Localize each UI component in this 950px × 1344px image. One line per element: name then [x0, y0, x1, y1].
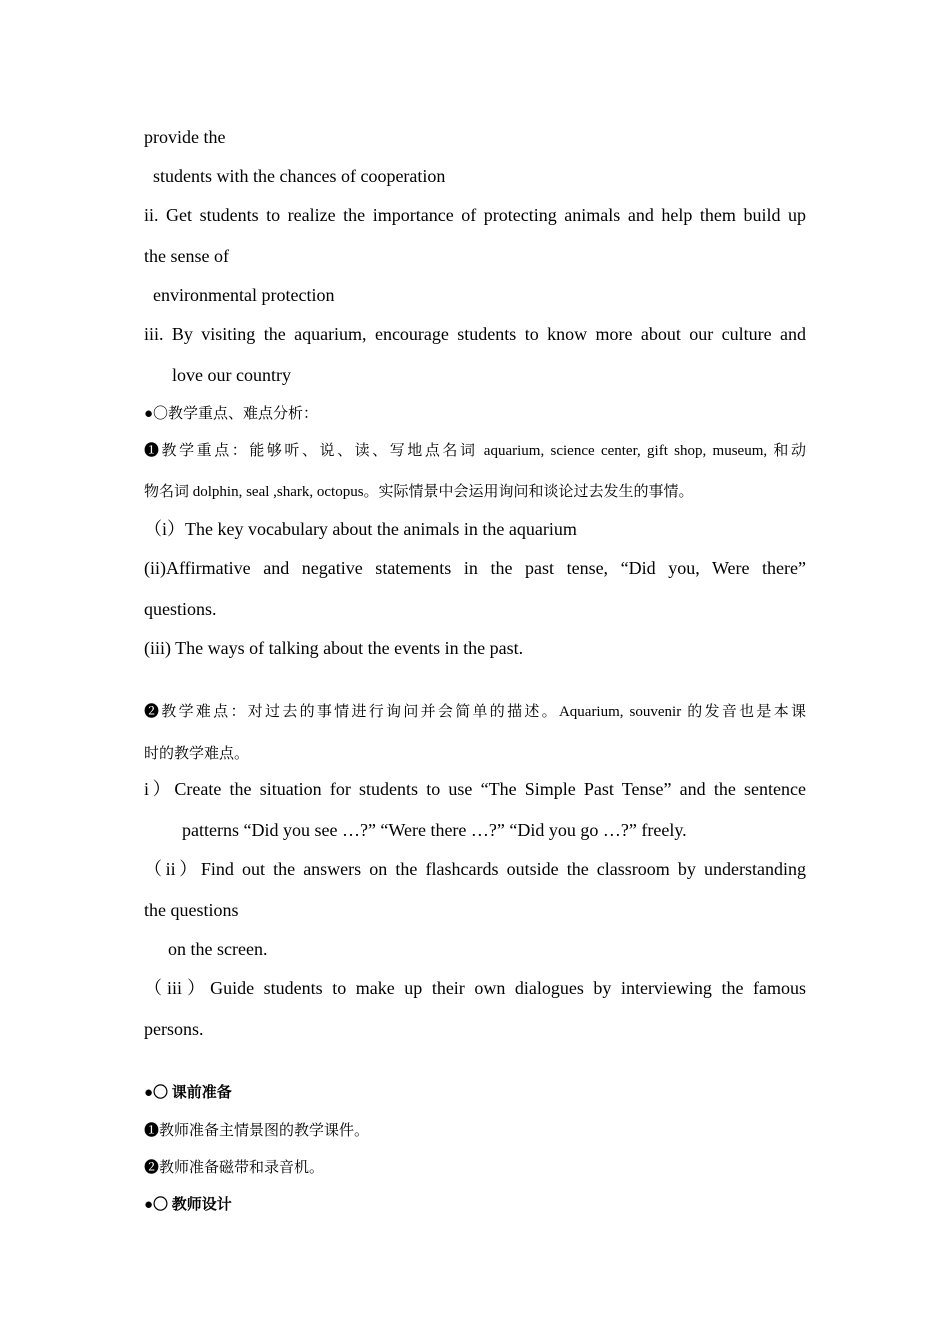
section-heading: ●〇 教师设计: [144, 1197, 232, 1213]
section-heading: ●〇 课前准备: [144, 1085, 232, 1101]
text-line: provide the: [144, 127, 226, 147]
text-line: i）Create the situation for students to use “The Simple Past Tense” and the sentence: [144, 779, 806, 799]
text-line: the sense of: [144, 246, 229, 266]
text-line: on the screen.: [168, 939, 268, 959]
text-line: the questions: [144, 900, 239, 920]
text-line: students with the chances of cooperation: [153, 166, 446, 186]
text-line: iii. By visiting the aquarium, encourage students to know more about our culture and: [144, 324, 806, 344]
text-line: love our country: [172, 365, 291, 385]
text-line: persons.: [144, 1019, 204, 1039]
text-line: 物名词 dolphin, seal ,shark, octopus。实际情景中会运用询问和谈论过去发生的事情。: [144, 484, 694, 500]
text-line: （i）The key vocabulary about the animals in the aquarium: [144, 519, 577, 539]
text-line: ❷教师准备磁带和录音机。: [144, 1160, 325, 1176]
text-line: 时的教学难点。: [144, 746, 250, 762]
text-line: ❷教学难点：对过去的事情进行询问并会简单的描述。Aquarium, souvenir 的发音也是本课: [144, 704, 806, 720]
text-line: ii. Get students to realize the importance of protecting animals and help them build up: [144, 205, 806, 225]
section-heading: ●〇教学重点、难点分析：: [144, 406, 319, 422]
text-line: （ii）Find out the answers on the flashcards outside the classroom by understanding: [144, 859, 806, 879]
text-line: (ii)Affirmative and negative statements in the past tense, “Did you, Were there”: [144, 558, 806, 578]
text-line: questions.: [144, 599, 217, 619]
text-line: (iii) The ways of talking about the events in the past.: [144, 638, 524, 658]
text-line: ❶教师准备主情景图的教学课件。: [144, 1123, 370, 1139]
text-line: （iii）Guide students to make up their own dialogues by interviewing the famous: [144, 978, 806, 998]
text-line: patterns “Did you see …?” “Were there …?” “Did you go …?” freely.: [182, 820, 687, 840]
text-line: ❶教学重点：能够听、说、读、写地点名词 aquarium, science center, gift shop, museum, 和动: [144, 443, 806, 459]
text-line: environmental protection: [153, 285, 335, 305]
